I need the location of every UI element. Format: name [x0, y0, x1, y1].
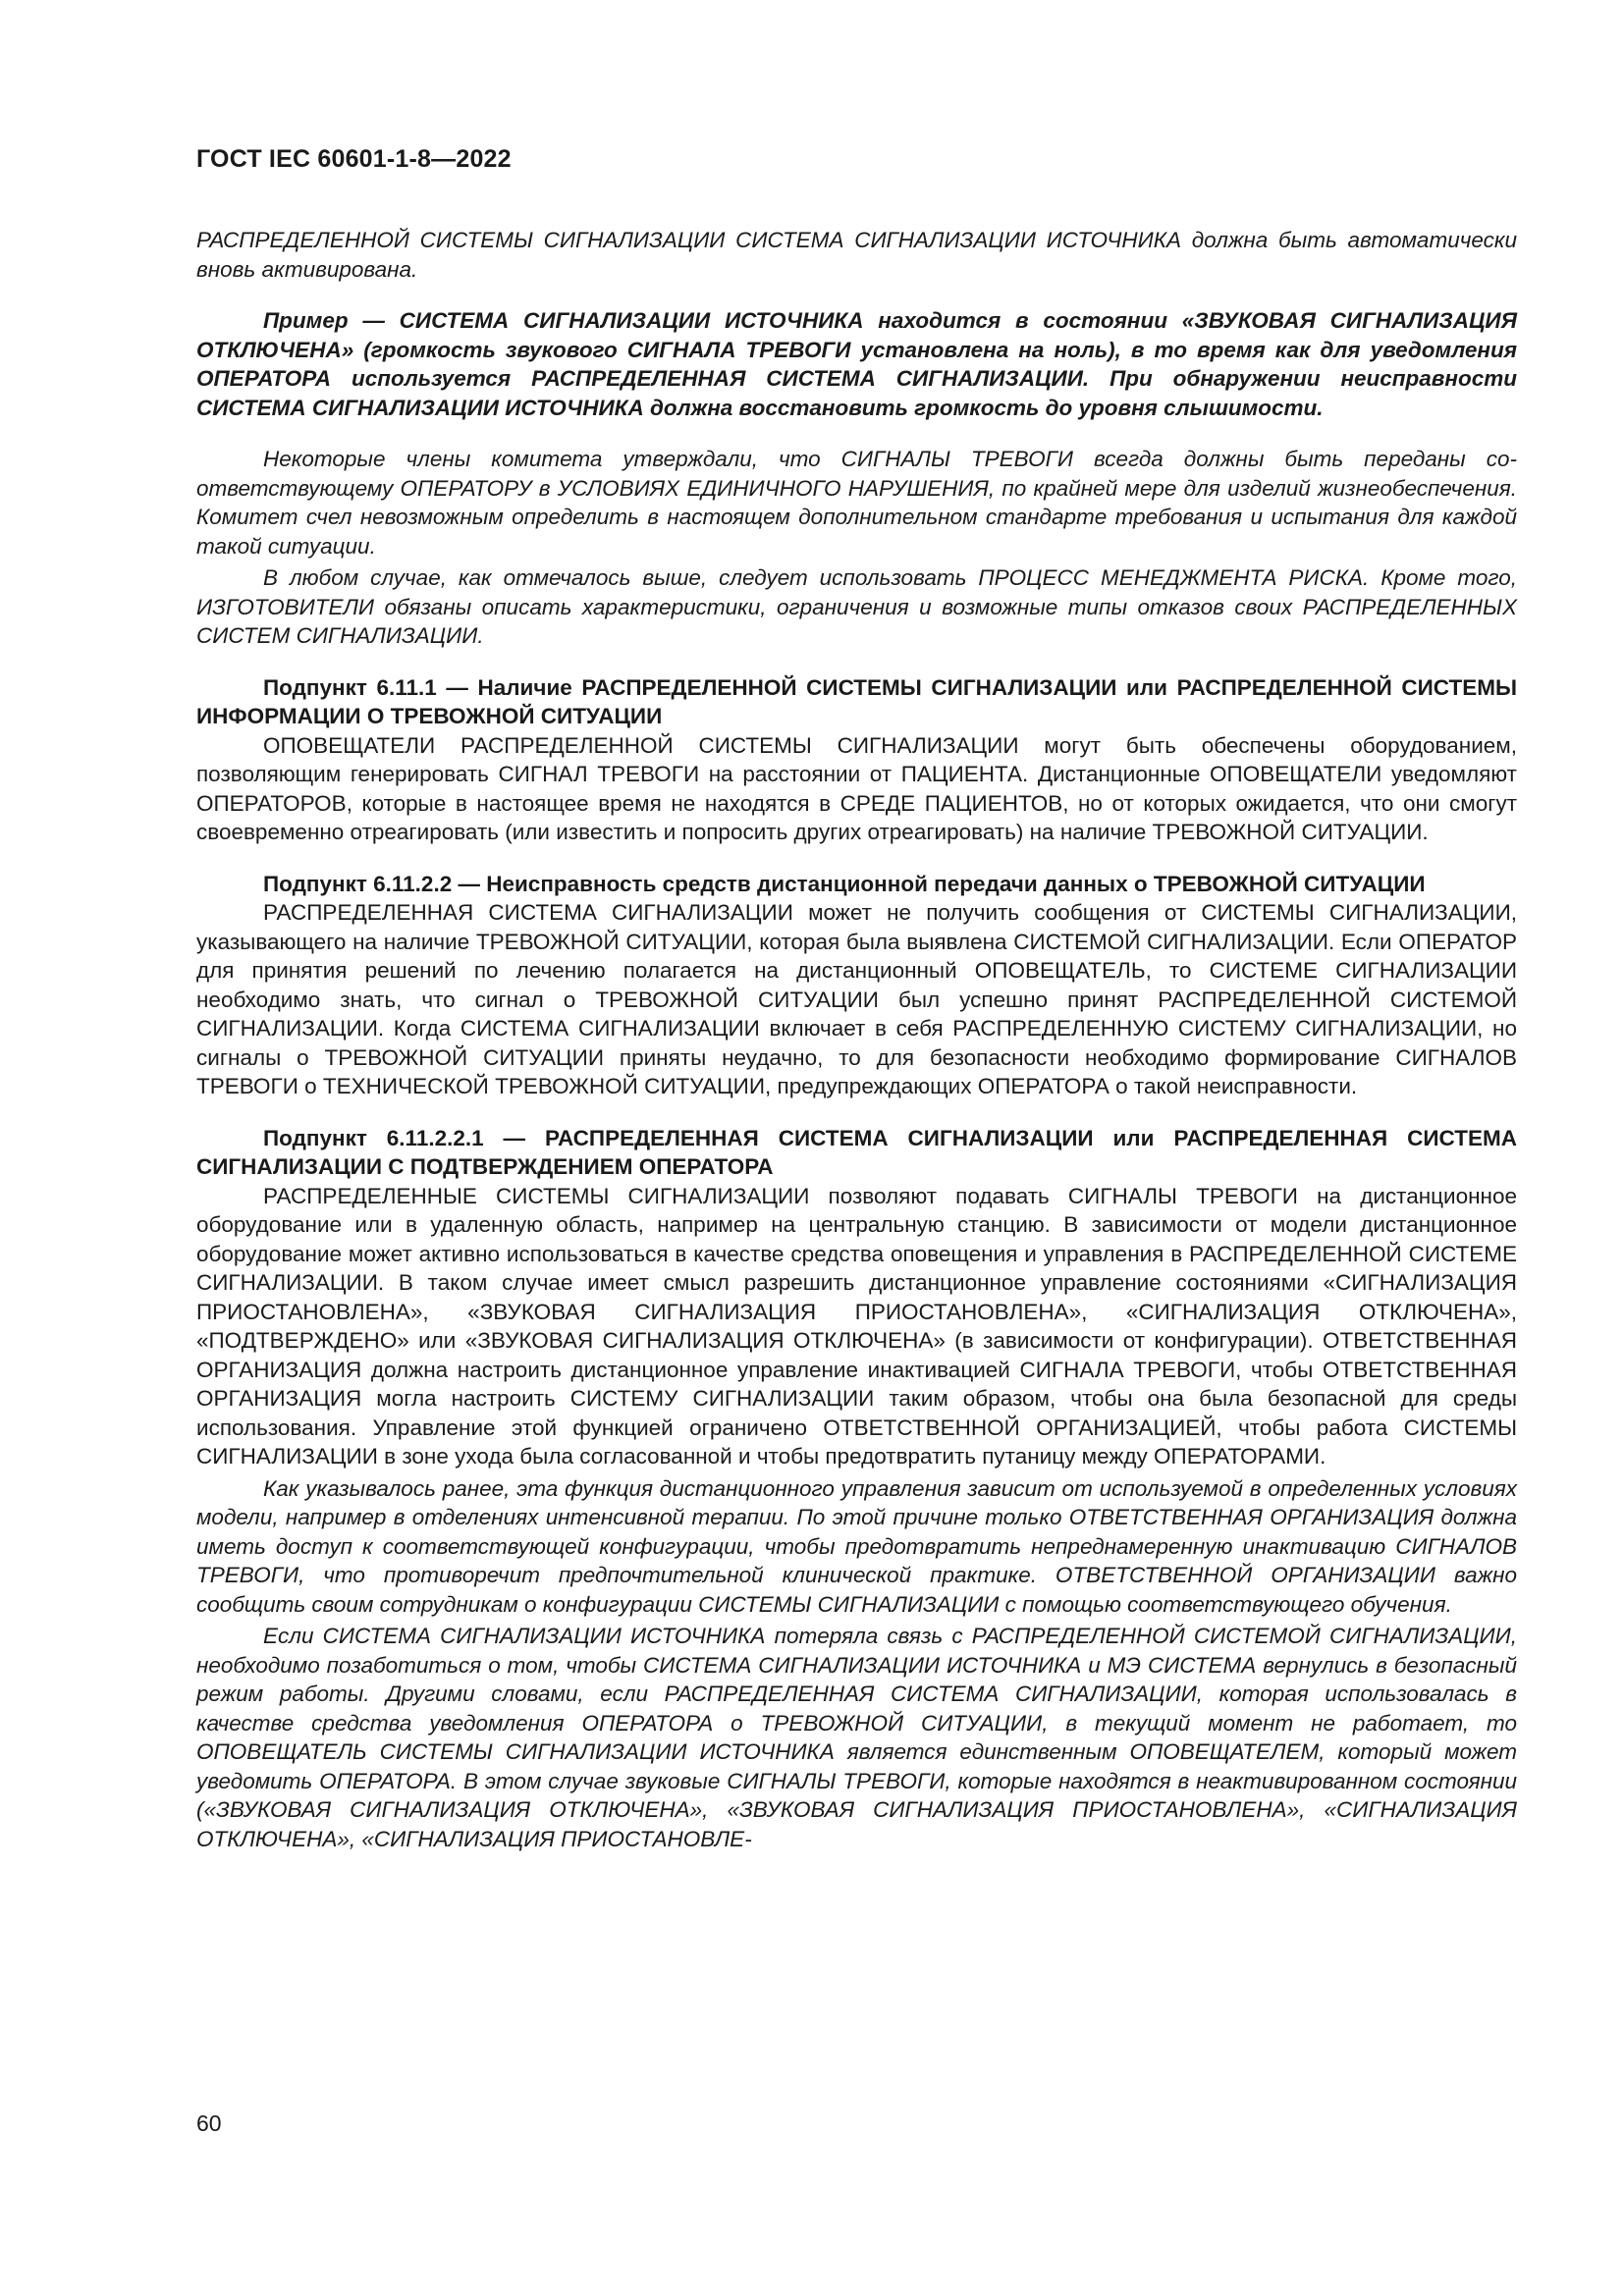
paragraph-risk-management: В любом случае, как отмечалось выше, следует использовать ПРОЦЕСС МЕНЕДЖМЕНТА РИСКА. Кроме того, ИЗГОТОВИТЕЛИ обязаны описать характеристики, ограничения и возможные типы отказов своих РАСПРЕДЕЛЕННЫХ СИСТЕМ СИГНАЛИЗАЦИИ. — [196, 565, 1517, 648]
page-number: 60 — [196, 2110, 222, 2136]
document-header: ГОСТ IEC 60601-1-8—2022 — [196, 145, 512, 173]
paragraph-6-11-1: ОПОВЕЩАТЕЛИ РАСПРЕДЕЛЕННОЙ СИСТЕМЫ СИГНАЛИЗАЦИИ могут быть обеспечены оборудованием, позволяющим генерировать СИГНАЛ ТРЕВОГИ на расстоянии от ПАЦИЕНТА. Дистанционные ОПОВЕЩАТЕЛИ уведомляют ОПЕРАТОРОВ, которые в настоящее время не находятся в СРЕДЕ ПАЦИЕНТОВ, но от которых ожидается, что они смогут своевременно отреагировать (или известить и попросить других отреагировать) на наличие ТРЕВОЖНОЙ СИТУАЦИИ. — [196, 732, 1517, 844]
paragraph-6-11-2-2-1: РАСПРЕДЕЛЕННЫЕ СИСТЕМЫ СИГНАЛИЗАЦИИ позволяют подавать СИГНАЛЫ ТРЕВОГИ на дистанционное оборудование или в удаленную область, например на центральную станцию. В зависимости от модели дистанционное оборудование может активно использоваться в качестве средства оповещения и управления в РАСПРЕДЕЛЕННОЙ СИСТЕМЕ СИГНАЛИЗАЦИИ. В таком случае имеет смысл разрешить дистанционное управление состояниями «СИГНАЛИЗАЦИЯ ПРИОСТАНОВЛЕНА», «ЗВУКОВАЯ СИГНАЛИЗАЦИЯ ПРИОСТАНОВЛЕНА», «СИГНАЛИЗАЦИЯ ОТКЛЮЧЕНА», «ПОДТВЕРЖДЕНО» или «ЗВУКОВАЯ СИГНАЛИЗАЦИЯ ОТКЛЮЧЕНА» (в зависимости от конфигурации). ОТВЕТСТВЕННАЯ ОРГАНИЗАЦИЯ должна настроить дистанционное управление инактивацией СИГНАЛА ТРЕВОГИ, чтобы ОТВЕТСТВЕННАЯ ОРГАНИЗАЦИЯ могла настроить СИСТЕМУ СИГНАЛИЗАЦИИ таким образом, чтобы она была безопасной для среды использования. Управление этой функцией ограничено ОТВЕТСТВЕННОЙ ОРГАНИЗАЦИЕЙ, чтобы работа СИСТЕМЫ СИГНАЛИЗАЦИИ в зоне ухода была согласованной и чтобы предотвратить путаницу между ОПЕРАТОРАМИ. — [196, 1183, 1517, 1468]
paragraph-6-11-2-2: РАСПРЕДЕЛЕННАЯ СИСТЕМА СИГНАЛИЗАЦИИ может не получить сообщения от СИСТЕМЫ СИГНАЛИЗАЦИИ, указывающего на наличие ТРЕВОЖНОЙ СИТУАЦИИ, которая была выявлена СИСТЕМОЙ СИГНАЛИЗАЦИИ. Если ОПЕРАТОР для принятия решений по лечению полагается на дистанционный ОПОВЕЩАТЕЛЬ, то СИСТЕМЕ СИГНАЛИЗАЦИИ необходимо знать, что сигнал о ТРЕВОЖНОЙ СИТУАЦИИ был успешно принят РАСПРЕДЕЛЕННОЙ СИСТЕМОЙ СИГНАЛИЗАЦИИ. Когда СИСТЕМА СИГНАЛИЗАЦИИ включает в себя РАСПРЕДЕЛЕННУЮ СИСТЕМУ СИГНАЛИЗАЦИИ, но сигналы о ТРЕВОЖНОЙ СИТУАЦИИ приняты неудачно, то для безопасности необходимо формирование СИГНАЛОВ ТРЕВОГИ о ТЕХНИЧЕСКОЙ ТРЕВОЖНОЙ СИТУАЦИИ, предупреждающих ОПЕРАТОРА о такой неисправности. — [196, 900, 1517, 1098]
paragraph-remote-control: Как указывалось ранее, эта функция дистанционного управления зависит от используемой в определенных условиях модели, например в отделениях интенсивной терапии. По этой причине только ОТВЕТСТВЕННАЯ ОРГАНИЗАЦИЯ должна иметь доступ к соответствующей конфигурации, чтобы предотвратить непреднамеренную инактивацию СИГНАЛОВ ТРЕВОГИ, что противоречит предпочтительной клинической практике. ОТВЕТСТВЕННОЙ ОРГАНИЗАЦИИ важно сообщить своим сотрудникам о конфигурации СИСТЕМЫ СИГНАЛИЗАЦИИ с помощью соответствующего обучения. — [196, 1475, 1517, 1617]
page-body — [196, 226, 1517, 1853]
paragraph-lost-connection: Если СИСТЕМА СИГНАЛИЗАЦИИ ИСТОЧНИКА потеряла связь с РАСПРЕДЕЛЕННОЙ СИСТЕМОЙ СИГНАЛИЗАЦИИ, необходимо позаботиться о том, чтобы СИСТЕМА СИГНАЛИЗАЦИИ ИСТОЧНИКА и МЭ СИСТЕМА вернулись в безопасный режим работы. Другими словами, если РАСПРЕДЕЛЕННАЯ СИСТЕМА СИГНАЛИЗАЦИИ, которая использовалась в качестве средства уведомления ОПЕРАТОРА о ТРЕВОЖНОЙ СИТУАЦИИ, в текущий момент не работает, то ОПОВЕЩАТЕЛЬ СИСТЕМЫ СИГНАЛИЗАЦИИ ИСТОЧНИКА является единственным ОПОВЕЩАТЕЛЕМ, который может уведомить ОПЕРАТОРА. В этом случае звуковые СИГНАЛЫ ТРЕВОГИ, которые находятся в неактивированном состоянии («ЗВУКОВАЯ СИГНАЛИЗАЦИЯ ОТКЛЮЧЕНА», «ЗВУКОВАЯ СИГНАЛИЗАЦИЯ ПРИОСТАНОВЛЕНА», «СИГНАЛИЗАЦИЯ ОТКЛЮЧЕНА», «СИГНАЛИЗАЦИЯ ПРИОСТАНОВЛЕ- — [196, 1624, 1517, 1851]
paragraph-committee: Некоторые члены комитета утверждали, что СИГНАЛЫ ТРЕВОГИ всегда должны быть переданы соответствующему ОПЕРАТОРУ в УСЛОВИЯХ ЕДИНИЧНОГО НАРУШЕНИЯ, по крайней мере для изделий жизнеобеспечения. Комитет счел невозможным определить в настоящем дополнительном стандарте требования и испытания для каждой такой ситуации. — [196, 447, 1517, 559]
subclause-heading-6-11-1: Подпункт 6.11.1 — Наличие РАСПРЕДЕЛЕННОЙ СИСТЕМЫ СИГНАЛИЗАЦИИ или РАСПРЕДЕЛЕННОЙ СИСТЕМЫ ИНФОРМАЦИИ О ТРЕВОЖНОЙ СИТУАЦИИ — [196, 674, 1517, 728]
example-paragraph: Пример — СИСТЕМА СИГНАЛИЗАЦИИ ИСТОЧНИКА находится в состоянии «ЗВУКОВАЯ СИГНАЛИЗАЦИЯ ОТКЛЮЧЕНА» (громкость звукового СИГНАЛА ТРЕВОГИ установлена на ноль), в то время как для уведомления ОПЕРАТОРА используется РАСПРЕДЕЛЕННАЯ СИСТЕМА СИГНАЛИЗАЦИИ. При обнаружении неисправности СИСТЕМА СИГНАЛИЗАЦИИ ИСТОЧНИКА должна восстановить громкость до уровня слышимости. — [196, 308, 1517, 420]
subclause-heading-6-11-2-2: Подпункт 6.11.2.2 — Неисправность средств дистанционной передачи данных о ТРЕВОЖНОЙ СИТУАЦИИ — [263, 871, 1426, 896]
subclause-heading-6-11-2-2-1: Подпункт 6.11.2.2.1 — РАСПРЕДЕЛЕННАЯ СИСТЕМА СИГНАЛИЗАЦИИ или РАСПРЕДЕЛЕННАЯ СИСТЕМА СИГНАЛИЗАЦИИ С ПОДТВЕРЖДЕНИЕМ ОПЕРАТОРА — [196, 1125, 1517, 1179]
paragraph-continuation: РАСПРЕДЕЛЕННОЙ СИСТЕМЫ СИГНАЛИЗАЦИИ СИСТЕМА СИГНАЛИЗАЦИИ ИСТОЧНИКА должна быть автоматически вновь активирована. — [196, 228, 1517, 282]
